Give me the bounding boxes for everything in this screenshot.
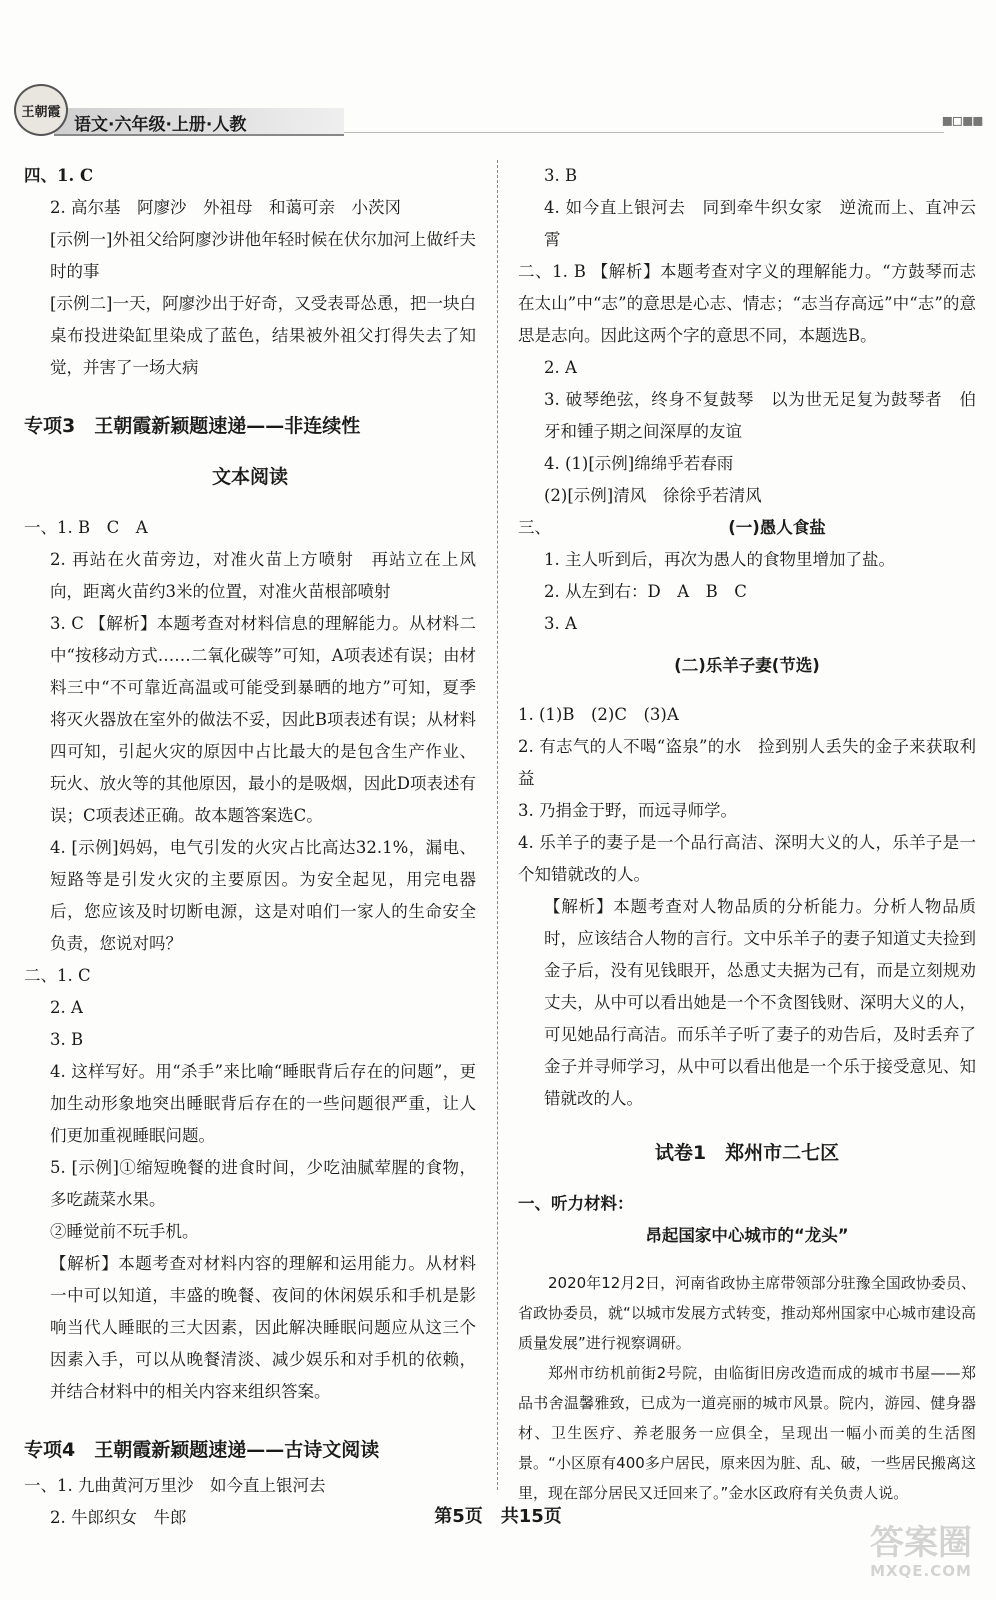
passage-paragraph: 2020年12月2日，河南省政协主席带领部分驻豫全国政协委员、省政协委员，就“以城市发展方式转变，推动郑州国家中心城市建设高质量发展”进行视察调研。: [518, 1274, 976, 1352]
column-divider: [497, 160, 498, 1490]
answer-line: 2. 再站在火苗旁边，对准火苗上方喷射 再站立在上风向，距离火苗约3米的位置，对准火苗根部喷射: [50, 550, 476, 601]
passage-paragraph: 郑州市纺机前街2号院，由临街旧房改造而成的城市书屋——郑品书舍温馨雅致，已成为一道亮丽的城市风景。院内，游园、健身器材、卫生医疗、养老服务一应俱全，呈现出一幅小而美的生活图景。“小区原有400多户居民，原来因为脏、乱、破，一些居民搬离这里，现在部分居民又迁回来了。”金水区政府有关负责人说。: [518, 1364, 976, 1502]
answer-line: 2. 有志气的人不喝“盗泉”的水 捡到别人丢失的金子来获取利益: [518, 736, 976, 788]
answer-line: 【解析】本题考查对人物品质的分析能力。分析人物品质时，应该结合人物的言行。文中乐羊子的妻子知道丈夫捡到金子后，没有见钱眼开，怂恿丈夫据为己有，而是立刻规劝丈夫，从中可以看出她是一个不贪图钱财、深明大义的人，可见她品行高洁。而乐羊子听了妻子的劝告后，及时丢弃了金子并寻师学习，从中可以看出他是一个乐于接受意见、知错就改的人。: [544, 896, 976, 1108]
answer-line: 3. 破琴绝弦，终身不复鼓琴 以为世无足复为鼓琴者 伯牙和锺子期之间深厚的友谊: [544, 390, 976, 441]
answer-line: 5. [示例]①缩短晚餐的进食时间，少吃油腻荤腥的食物，多吃蔬菜水果。: [50, 1158, 476, 1209]
watermark-logo: 答案圈: [870, 1523, 972, 1563]
answer-line: 四、1. C: [24, 166, 94, 185]
answer-line: 2. A: [50, 998, 83, 1017]
answer-line: 一、听力材料：: [518, 1193, 634, 1213]
answer-line: 2. 从左到右：D A B C: [544, 582, 747, 601]
answer-line: 二、1. C: [24, 966, 91, 985]
answer-line: [示例二]一天，阿廖沙出于好奇，又受表哥怂恿，把一块白桌布投进染缸里染成了蓝色，结果被外祖父打得失去了知觉，并害了一场大病: [50, 294, 476, 377]
publisher-logo: [14, 84, 68, 136]
subsection-title: (一)愚人食盐: [728, 518, 826, 537]
answer-line: 2. 牛郎织女 牛郎: [50, 1508, 187, 1527]
answer-line: 4. [示例]妈妈，电气引发的火灾占比高达32.1%，漏电、短路等是引发火灾的主要原因。为安全起见，用完电器后，您应该及时切断电源，这是对咱们一家人的生命安全负责，您说对吗？: [50, 838, 476, 953]
grid-squares-icon: ▪▫▪▪: [941, 110, 982, 131]
answer-line: 一、1. 九曲黄河万里沙 如今直上银河去: [24, 1476, 326, 1495]
watermark-url: MXQE.COM: [870, 1562, 972, 1580]
answer-line: 4. (1)[示例]绵绵乎若春雨: [544, 454, 734, 473]
section-heading-cont: 文本阅读: [211, 466, 288, 488]
right-column: [518, 160, 976, 1508]
answer-line: 1. 主人听到后，再次为愚人的食物里增加了盐。: [544, 550, 895, 569]
answer-line: 2. A: [544, 358, 577, 377]
left-column: [24, 160, 476, 1534]
section-heading: 专项3 王朝霞新颖题速递——非连续性: [24, 415, 361, 437]
answer-line: 一、1. B C A: [24, 518, 148, 537]
page-footer: 第5页 共15页: [434, 1506, 562, 1527]
answer-line: 3. 乃捐金于野，而远寻师学。: [518, 800, 737, 820]
section-heading: 专项4 王朝霞新颖题速递——古诗文阅读: [24, 1439, 380, 1461]
answer-line: 4. 如今直上银河去 同到牵牛织女家 逆流而上、直冲云霄: [544, 198, 976, 249]
book-title: 语文·六年级·上册·人教: [74, 115, 247, 135]
answer-line: 【解析】本题考查对材料内容的理解和运用能力。从材料一中可以知道，丰盛的晚餐、夜间的休闲娱乐和手机是影响当代人睡眠的三大因素，因此解决睡眠问题应从这三个因素入手，可以从晚餐清淡、减少娱乐和对手机的依赖，并结合材料中的相关内容来组织答案。: [50, 1254, 476, 1401]
logo-text: 王朝霞: [21, 104, 61, 120]
subsection-row: [518, 512, 976, 544]
page-header: [14, 84, 982, 136]
answer-line: 3. B: [544, 166, 578, 185]
header-rule: [344, 132, 944, 133]
passage-title: 昂起国家中心城市的“龙头”: [645, 1225, 849, 1245]
answer-line: (2)[示例]清风 徐徐乎若清风: [544, 486, 762, 505]
answer-line: 3. B: [50, 1030, 84, 1049]
subsection-title: (二)乐羊子妻(节选): [674, 656, 820, 675]
question-number: 三、: [518, 518, 551, 537]
answer-line: ②睡觉前不玩手机。: [50, 1222, 199, 1241]
answer-line: 二、1. B 【解析】本题考查对字义的理解能力。“方鼓琴而志在太山”中“志”的意思是心志、情志；“志当存高远”中“志”的意思是志向。因此这两个字的意思不同，本题选B。: [518, 262, 976, 345]
answer-line: 4. 乐羊子的妻子是一个品行高洁、深明大义的人，乐羊子是一个知错就改的人。: [518, 832, 976, 884]
answer-line: 3. C 【解析】本题考查对材料信息的理解能力。从材料二中“按移动方式……二氧化碳等”可知，A项表述有误；由材料三中“不可靠近高温或可能受到暴晒的地方”可知，夏季将灭火器放在室外的做法不妥，因此B项表述有误；从材料四可知，引起火灾的原因中占比最大的是包含生产作业、玩火、放火等的其他原因，最小的是吸烟，因此D项表述有误；C项表述正确。故本题答案选C。: [50, 614, 476, 825]
answer-line: [示例一]外祖父给阿廖沙讲他年轻时候在伏尔加河上做纤夫时的事: [50, 230, 476, 281]
watermark: [866, 1524, 976, 1594]
answer-line: 4. 这样写好。用“杀手”来比喻“睡眠背后存在的问题”，更加生动形象地突出睡眠背后存在的一些问题很严重，让人们更加重视睡眠问题。: [50, 1062, 476, 1145]
exam-title: 试卷1 郑州市二七区: [654, 1141, 840, 1164]
answer-line: 1. (1)B (2)C (3)A: [518, 704, 679, 724]
answer-line: 2. 高尔基 阿廖沙 外祖母 和蔼可亲 小茨冈: [50, 198, 401, 217]
answer-line: 3. A: [544, 614, 577, 633]
